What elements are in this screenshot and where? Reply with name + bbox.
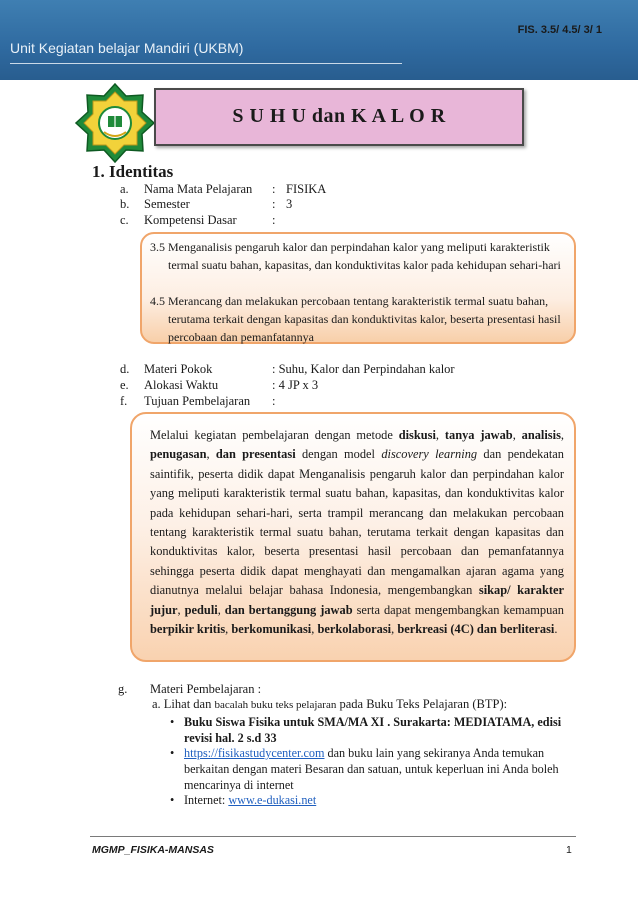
row-colon: : (272, 213, 276, 227)
list-item (170, 714, 570, 746)
row-value: : 4 JP x 3 (272, 378, 319, 392)
reference-text: dan buku lain yang sekiranya Anda temukan berkaitan dengan materi Besaran dan satuan, untuk keperluan ini Anda boleh mencarinya di internet (184, 746, 559, 792)
footer-label: MGMP_FISIKA-MANSAS (92, 844, 214, 856)
row-label: Semester (144, 197, 190, 211)
row-value: : (272, 394, 276, 408)
identity-row (120, 212, 420, 228)
identity-row (120, 393, 500, 409)
competency-box (140, 232, 576, 344)
competency-text: Menganalisis pengaruh kalor dan perpindahan kalor yang meliputi karakteristik termal suatu bahan, kapasitas, dan konduktivitas kalor pada kehidupan sehari-hari (168, 240, 561, 272)
footer-divider (90, 836, 576, 837)
identity-row (120, 361, 500, 377)
row-letter: e. (120, 378, 129, 392)
website-link[interactable]: https://fisikastudycenter.com (184, 746, 325, 760)
row-label: Kompetensi Dasar (144, 213, 237, 227)
row-label: Nama Mata Pelajaran (144, 182, 253, 196)
title-box (154, 88, 524, 146)
bullet-icon: • (170, 746, 175, 760)
row-letter: a. (120, 182, 129, 196)
row-letter: f. (120, 394, 128, 408)
website-link[interactable]: www.e-dukasi.net (228, 793, 317, 807)
row-label: Materi Pembelajaran : (150, 682, 262, 696)
document-code: FIS. 3.5/ 4.5/ 3/ 1 (517, 24, 602, 36)
list-item (170, 745, 570, 793)
row-value: FISIKA (286, 182, 327, 196)
identity-row (120, 181, 420, 197)
row-label: Tujuan Pembelajaran (144, 394, 251, 408)
identity-row (120, 377, 500, 393)
emblem-logo-icon (74, 82, 156, 164)
material-subitem-a: a. Lihat dan bacalah buku teks pelajaran pada Buku Teks Pelajaran (BTP): (152, 697, 508, 711)
row-label: Materi Pokok (144, 362, 213, 376)
row-letter: d. (120, 362, 130, 376)
row-colon: : (272, 197, 276, 211)
row-value: : Suhu, Kalor dan Perpindahan kalor (272, 362, 455, 376)
competency-item (150, 292, 564, 346)
page-number: 1 (566, 844, 572, 856)
section-heading: 1. Identitas (92, 162, 174, 181)
competency-number: 3.5 (150, 240, 165, 254)
row-letter: c. (120, 213, 129, 227)
competency-text: Merancang dan melakukan percobaan tentang karakteristik termal suatu bahan, terutama terkait dengan kapasitas dan konduktivitas kalor, beserta presentasi hasil percobaan dan pemanfatannya (168, 294, 561, 344)
bullet-icon: • (170, 715, 175, 729)
row-letter: g. (118, 682, 128, 696)
reference-prefix: Internet: (184, 793, 229, 807)
row-letter: b. (120, 197, 130, 211)
learning-objective-text: Melalui kegiatan pembelajaran dengan metode diskusi, tanya jawab, analisis, penugasan, dan presentasi dengan model discovery learning dan pendekatan saintifik, peserta didik dapat Menganalisis pengaruh kalor dan perpindahan kalor yang meliputi karakteristik termal suatu bahan, kapasitas, dan konduktivitas kalor pada kehidupan sehari-hari, serta trampil merancang dan melakukan percobaan tentang karakteristik termal suatu bahan, terutama terkait dengan kapasitas dan konduktivitas kalor, beserta presentasi hasil percobaan dan pemanfatannya sehingga peserta didik dapat menghayati dan mengamalkan ajaran agama yang dianutnya melalui belajar bahasa Indonesia, mengembangkan sikap/ karakter jujur, peduli, dan bertanggung jawab serta dapat mengembangkan kemampuan berpikir kritis, berkomunikasi, berkolaborasi, berkreasi (4C) dan berliterasi. (150, 428, 565, 637)
bullet-icon: • (170, 793, 175, 807)
identity-row (120, 196, 420, 212)
learning-objective-box (130, 412, 576, 662)
row-colon: : (272, 182, 276, 196)
book-reference: Buku Siswa Fisika untuk SMA/MA XI . Surakarta: MEDIATAMA, edisi revisi hal. 2 s.d 33 (184, 715, 562, 745)
banner-divider (10, 63, 402, 64)
row-value: 3 (286, 197, 293, 211)
row-label: Alokasi Waktu (144, 378, 219, 392)
banner-title: Unit Kegiatan belajar Mandiri (UKBM) (10, 40, 244, 56)
competency-item (150, 238, 564, 274)
header-banner (0, 0, 638, 80)
list-item (170, 792, 570, 808)
competency-number: 4.5 (150, 294, 165, 308)
page-title: S U H U dan K A L O R (232, 105, 446, 127)
